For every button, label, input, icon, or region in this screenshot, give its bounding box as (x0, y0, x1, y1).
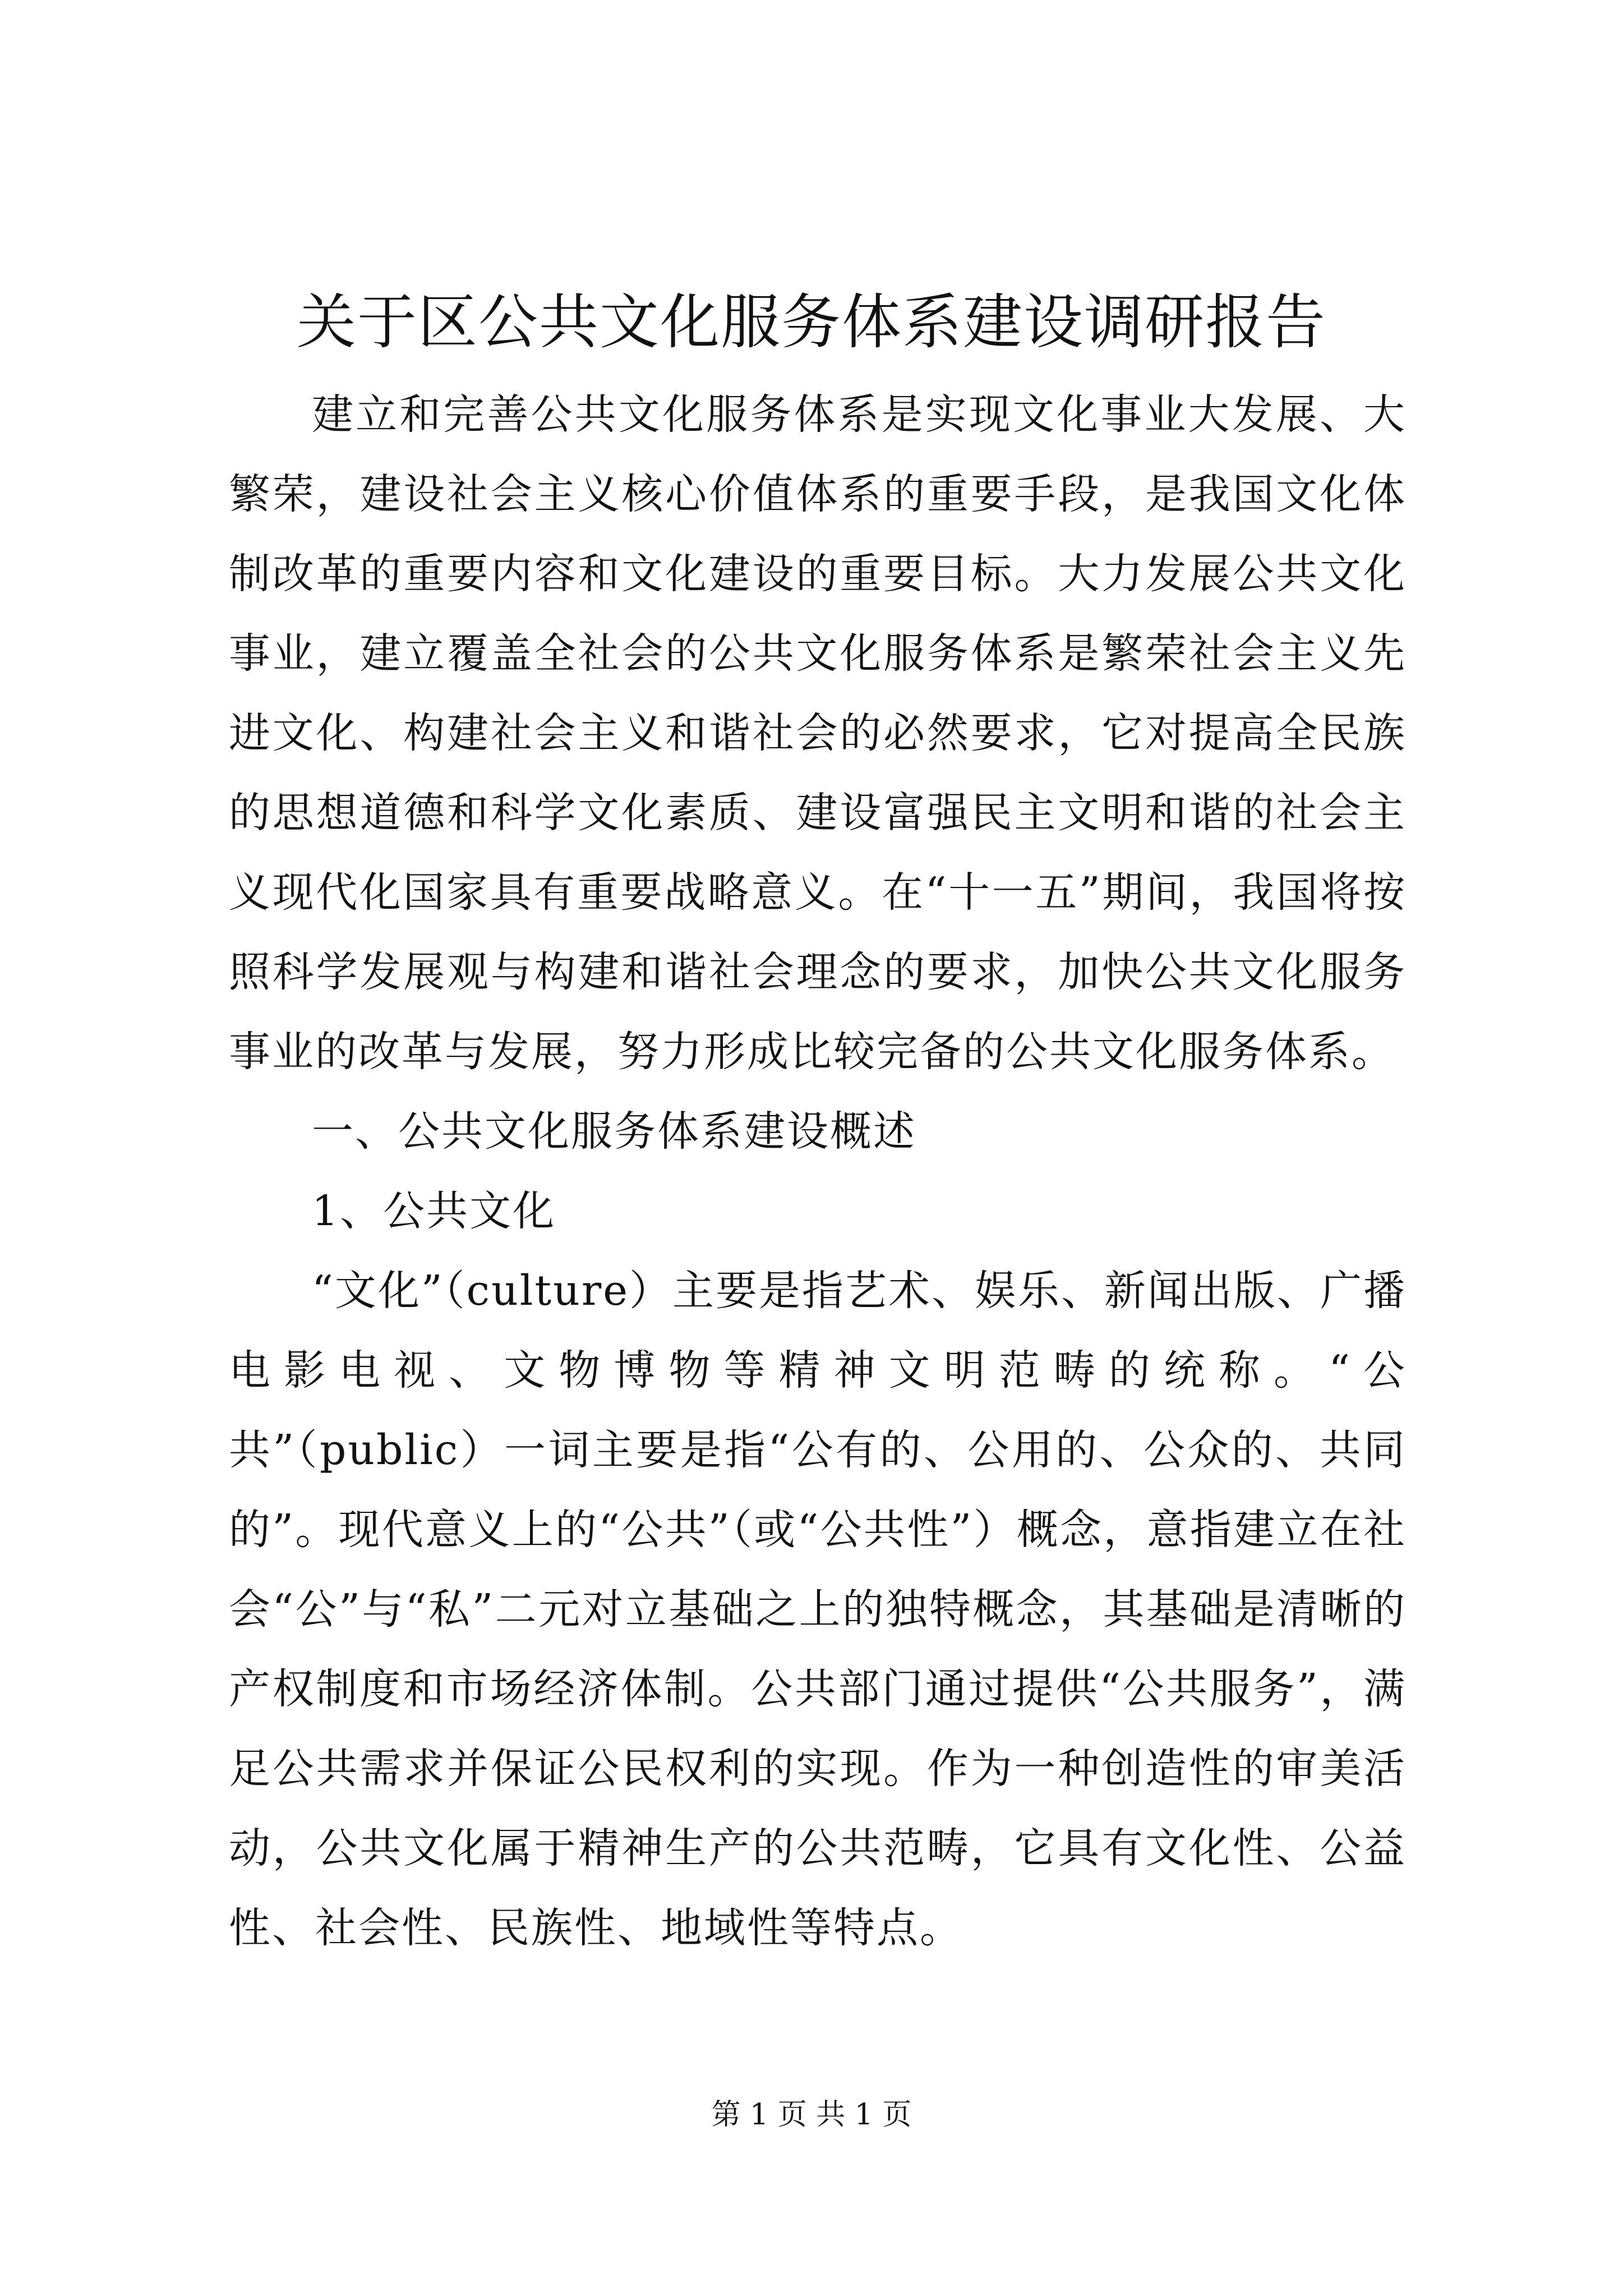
document-title: 关于区公共文化服务体系建设调研报告 (297, 288, 1326, 357)
page-footer: 第 1 页 共 1 页 (711, 2098, 912, 2132)
document-body (229, 375, 1407, 1968)
intro-paragraph: 建立和完善公共文化服务体系是实现文化事业大发展、大繁荣，建设社会主义核心价值体系的重要手段，是我国文化体制改革的重要内容和文化建设的重要目标。大力发展公共文化事业，建立覆盖全社会的公共文化服务体系是繁荣社会主义先进文化、构建社会主义和谐社会的必然要求，它对提高全民族的思想道德和科学文化素质、建设富强民主文明和谐的社会主义现代化国家具有重要战略意义。在“十一五”期间，我国将按照科学发展观与构建和谐社会理念的要求，加快公共文化服务事业的改革与发展，努力形成比较完备的公共文化服务体系。 (229, 390, 1407, 1076)
section-heading: 一、公共文化服务体系建设概述 (312, 1107, 916, 1156)
body-paragraph: “文化”（culture）主要是指艺术、娱乐、新闻出版、广播电影电视、文物博物等精神文明范畴的统称。“公共”（public）一词主要是指“公有的、公用的、公众的、共同的”。现代意义上的“公共”（或“公共性”）概念，意指建立在社会“公”与“私”二元对立基础之上的独特概念，其基础是清晰的产权制度和市场经济体制。公共部门通过提供“公共服务”，满足公共需求并保证公民权利的实现。作为一种创造性的审美活动，公共文化属于精神生产的公共范畴，它具有文化性、公益性、社会性、民族性、地域性等特点。 (229, 1267, 1407, 1952)
subsection-heading: 1、公共文化 (312, 1187, 556, 1235)
